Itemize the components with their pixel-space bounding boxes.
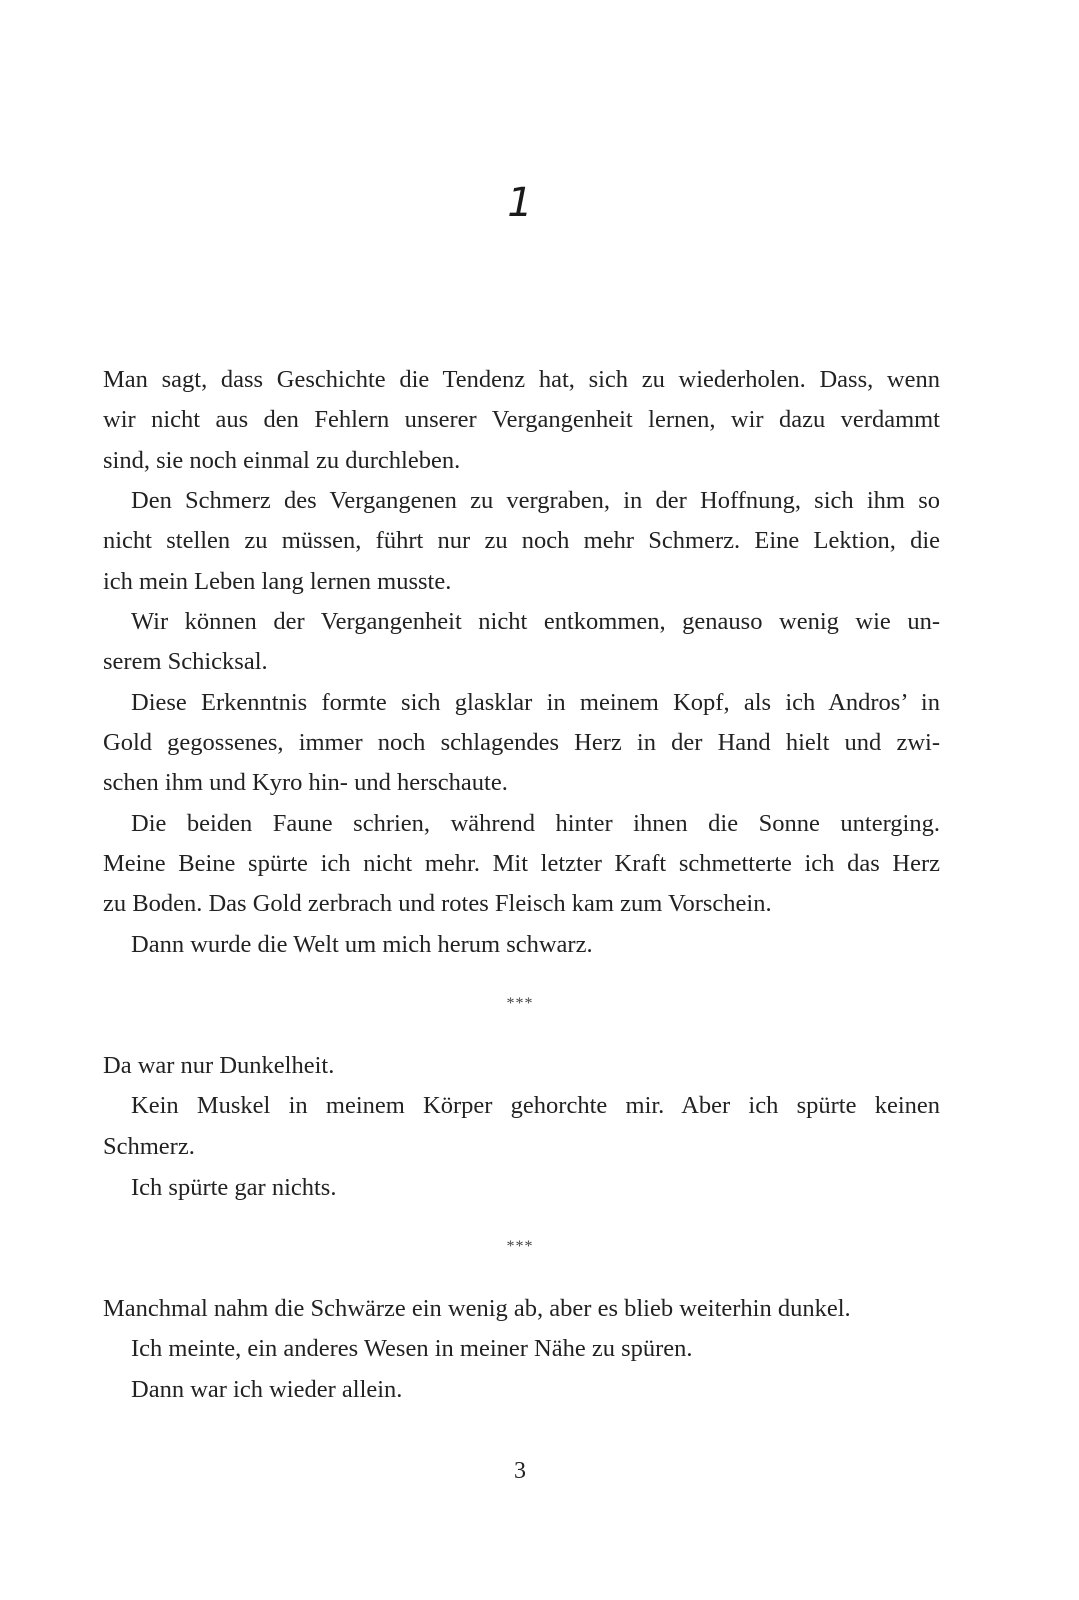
text-line: Ich meinte, ein anderes Wesen in meiner Nähe zu spüren. (131, 1335, 693, 1362)
text-line: Dann war ich wieder allein. (131, 1376, 403, 1403)
text-line: zu Boden. Das Gold zerbrach und rotes Fleisch kam zum Vorschein. (103, 890, 772, 917)
section-separator: *** (506, 995, 534, 1012)
chapter-number: 1 (507, 180, 533, 226)
text-line: Da war nur Dunkelheit. (103, 1052, 335, 1079)
text-line: Die beiden Faune schrien, während hinter ihnen die Sonne unterging. (131, 810, 940, 837)
text-line: Manchmal nahm die Schwärze ein wenig ab, aber es blieb weiterhin dunkel. (103, 1295, 851, 1322)
text-line: Gold gegossenes, immer noch schlagendes Herz in der Hand hielt und zwi- (103, 729, 940, 756)
text-line: wir nicht aus den Fehlern unserer Vergangenheit lernen, wir dazu verdammt (103, 406, 940, 433)
text-line: sind, sie noch einmal zu durchleben. (103, 447, 461, 474)
text-line: Man sagt, dass Geschichte die Tendenz hat, sich zu wiederholen. Dass, wenn (103, 366, 940, 393)
text-line: Schmerz. (103, 1133, 195, 1160)
text-line: schen ihm und Kyro hin- und herschaute. (103, 769, 508, 796)
text-line: Meine Beine spürte ich nicht mehr. Mit letzter Kraft schmetterte ich das Herz (103, 850, 940, 877)
text-line: ich mein Leben lang lernen musste. (103, 568, 452, 595)
text-line: serem Schicksal. (103, 648, 268, 675)
text-line: Dann wurde die Welt um mich herum schwarz. (131, 931, 593, 958)
section-separator: *** (506, 1238, 534, 1255)
text-line: Kein Muskel in meinem Körper gehorchte mir. Aber ich spürte keinen (131, 1092, 940, 1119)
text-line: Wir können der Vergangenheit nicht entkommen, genauso wenig wie un- (131, 608, 940, 635)
text-line: Ich spürte gar nichts. (131, 1174, 337, 1201)
text-line: Diese Erkenntnis formte sich glasklar in meinem Kopf, als ich Andros’ in (131, 689, 940, 716)
text-line: nicht stellen zu müssen, führt nur zu noch mehr Schmerz. Eine Lektion, die (103, 527, 940, 554)
text-line: Den Schmerz des Vergangenen zu vergraben, in der Hoffnung, sich ihm so (131, 487, 940, 514)
page-number: 3 (514, 1458, 526, 1484)
